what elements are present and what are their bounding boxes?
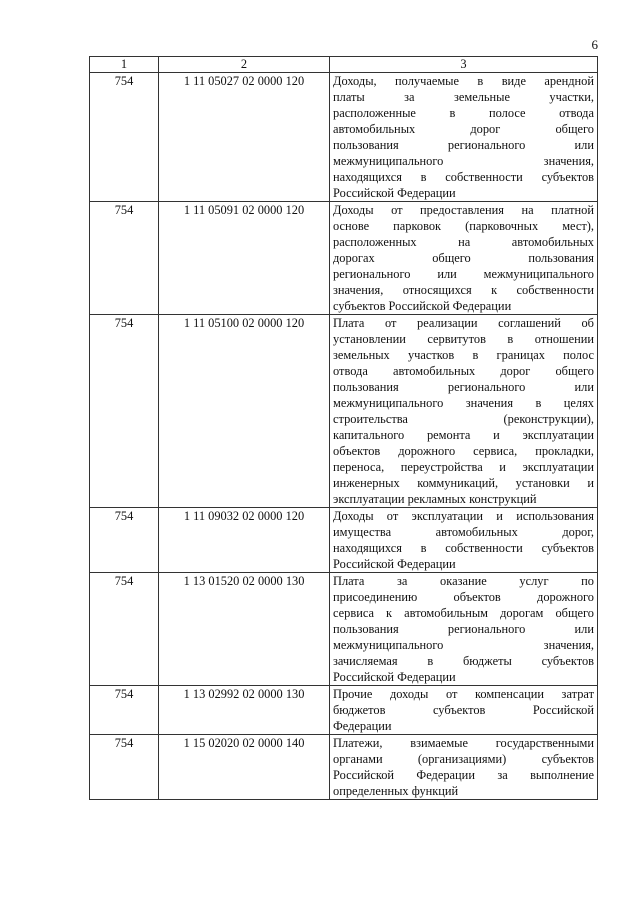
- revenue-name-line: дорогах общего пользования: [333, 251, 594, 265]
- table-row: [90, 735, 598, 800]
- revenue-name-cell: [330, 315, 598, 508]
- revenue-name-line: Доходы, получаемые в виде арендной: [333, 74, 594, 88]
- revenue-name-line: Российской Федерации: [333, 557, 456, 571]
- revenue-name-line: Прочие доходы от компенсации затрат: [333, 687, 594, 701]
- revenue-name-line: установлении сервитутов в отношении: [333, 332, 594, 346]
- table-header-row: [90, 57, 598, 73]
- revenue-name-line: регионального или межмуниципального: [333, 267, 594, 281]
- revenue-name-line: Федерации: [333, 719, 392, 733]
- budget-revenue-table: [89, 56, 598, 800]
- table-row: [90, 73, 598, 202]
- revenue-name-line: расположенные в полосе отвода: [333, 106, 594, 120]
- admin-code-cell: 754: [90, 315, 159, 508]
- revenue-name-line: сервиса к автомобильным дорогам общего: [333, 606, 594, 620]
- revenue-name-line: Плата от реализации соглашений об: [333, 316, 594, 330]
- budget-classification-code-cell: 1 13 01520 02 0000 130: [159, 573, 330, 686]
- revenue-name-line: переноса, переустройства и эксплуатации: [333, 460, 594, 474]
- revenue-name-cell: [330, 508, 598, 573]
- admin-code-cell: 754: [90, 573, 159, 686]
- table-row: [90, 686, 598, 735]
- revenue-name-line: Платежи, взимаемые государственными: [333, 736, 594, 750]
- admin-code-cell: 754: [90, 73, 159, 202]
- revenue-name-line: находящихся в собственности субъектов: [333, 541, 594, 555]
- budget-classification-code-cell: 1 11 05091 02 0000 120: [159, 202, 330, 315]
- revenue-name-line: Российской Федерации: [333, 670, 456, 684]
- revenue-name-line: объектов дорожного сервиса, прокладки,: [333, 444, 594, 458]
- revenue-name-line: расположенных на автомобильных: [333, 235, 594, 249]
- revenue-name-cell: [330, 202, 598, 315]
- page-number: 6: [591, 37, 598, 52]
- revenue-name-line: отвода автомобильных дорог общего: [333, 364, 594, 378]
- revenue-name-line: межмуниципального значения в целях: [333, 396, 594, 410]
- admin-code-cell: 754: [90, 202, 159, 315]
- revenue-name-line: Плата за оказание услуг по: [333, 574, 594, 588]
- column-header-3: 3: [330, 57, 598, 73]
- revenue-name-cell: [330, 735, 598, 800]
- revenue-name-line: Доходы от предоставления на платной: [333, 203, 594, 217]
- revenue-name-line: субъектов Российской Федерации: [333, 299, 512, 313]
- table-row: [90, 315, 598, 508]
- column-header-2: 2: [159, 57, 330, 73]
- revenue-name-line: пользования регионального или: [333, 380, 594, 394]
- revenue-name-line: земельных участков в границах полос: [333, 348, 594, 362]
- revenue-name-cell: [330, 573, 598, 686]
- table-row: [90, 202, 598, 315]
- revenue-name-line: строительства (реконструкции),: [333, 412, 594, 426]
- admin-code-cell: 754: [90, 686, 159, 735]
- revenue-name-line: инженерных коммуникаций, установки и: [333, 476, 594, 490]
- budget-classification-code-cell: 1 11 09032 02 0000 120: [159, 508, 330, 573]
- admin-code-cell: 754: [90, 735, 159, 800]
- revenue-name-line: Российской Федерации за выполнение: [333, 768, 594, 782]
- revenue-name-line: бюджетов субъектов Российской: [333, 703, 594, 717]
- revenue-name-line: находящихся в собственности субъектов: [333, 170, 594, 184]
- revenue-name-line: основе парковок (парковочных мест),: [333, 219, 594, 233]
- table-row: [90, 573, 598, 686]
- revenue-name-line: автомобильных дорог общего: [333, 122, 594, 136]
- revenue-name-line: органами (организациями) субъектов: [333, 752, 594, 766]
- column-header-1: 1: [90, 57, 159, 73]
- admin-code-cell: 754: [90, 508, 159, 573]
- revenue-name-line: имущества автомобильных дорог,: [333, 525, 594, 539]
- revenue-name-line: Доходы от эксплуатации и использования: [333, 509, 594, 523]
- table-row: [90, 508, 598, 573]
- budget-classification-code-cell: 1 15 02020 02 0000 140: [159, 735, 330, 800]
- revenue-name-line: пользования регионального или: [333, 622, 594, 636]
- budget-classification-code-cell: 1 11 05027 02 0000 120: [159, 73, 330, 202]
- budget-classification-code-cell: 1 11 05100 02 0000 120: [159, 315, 330, 508]
- revenue-name-line: платы за земельные участки,: [333, 90, 594, 104]
- revenue-name-line: присоединению объектов дорожного: [333, 590, 594, 604]
- revenue-name-line: эксплуатации рекламных конструкций: [333, 492, 537, 506]
- revenue-name-line: Российской Федерации: [333, 186, 456, 200]
- revenue-name-line: значения, относящихся к собственности: [333, 283, 594, 297]
- revenue-name-line: пользования регионального или: [333, 138, 594, 152]
- revenue-name-cell: [330, 73, 598, 202]
- revenue-name-cell: [330, 686, 598, 735]
- revenue-name-line: межмуниципального значения,: [333, 154, 594, 168]
- revenue-name-line: определенных функций: [333, 784, 459, 798]
- budget-classification-code-cell: 1 13 02992 02 0000 130: [159, 686, 330, 735]
- revenue-name-line: межмуниципального значения,: [333, 638, 594, 652]
- revenue-name-line: капитального ремонта и эксплуатации: [333, 428, 594, 442]
- revenue-name-line: зачисляемая в бюджеты субъектов: [333, 654, 594, 668]
